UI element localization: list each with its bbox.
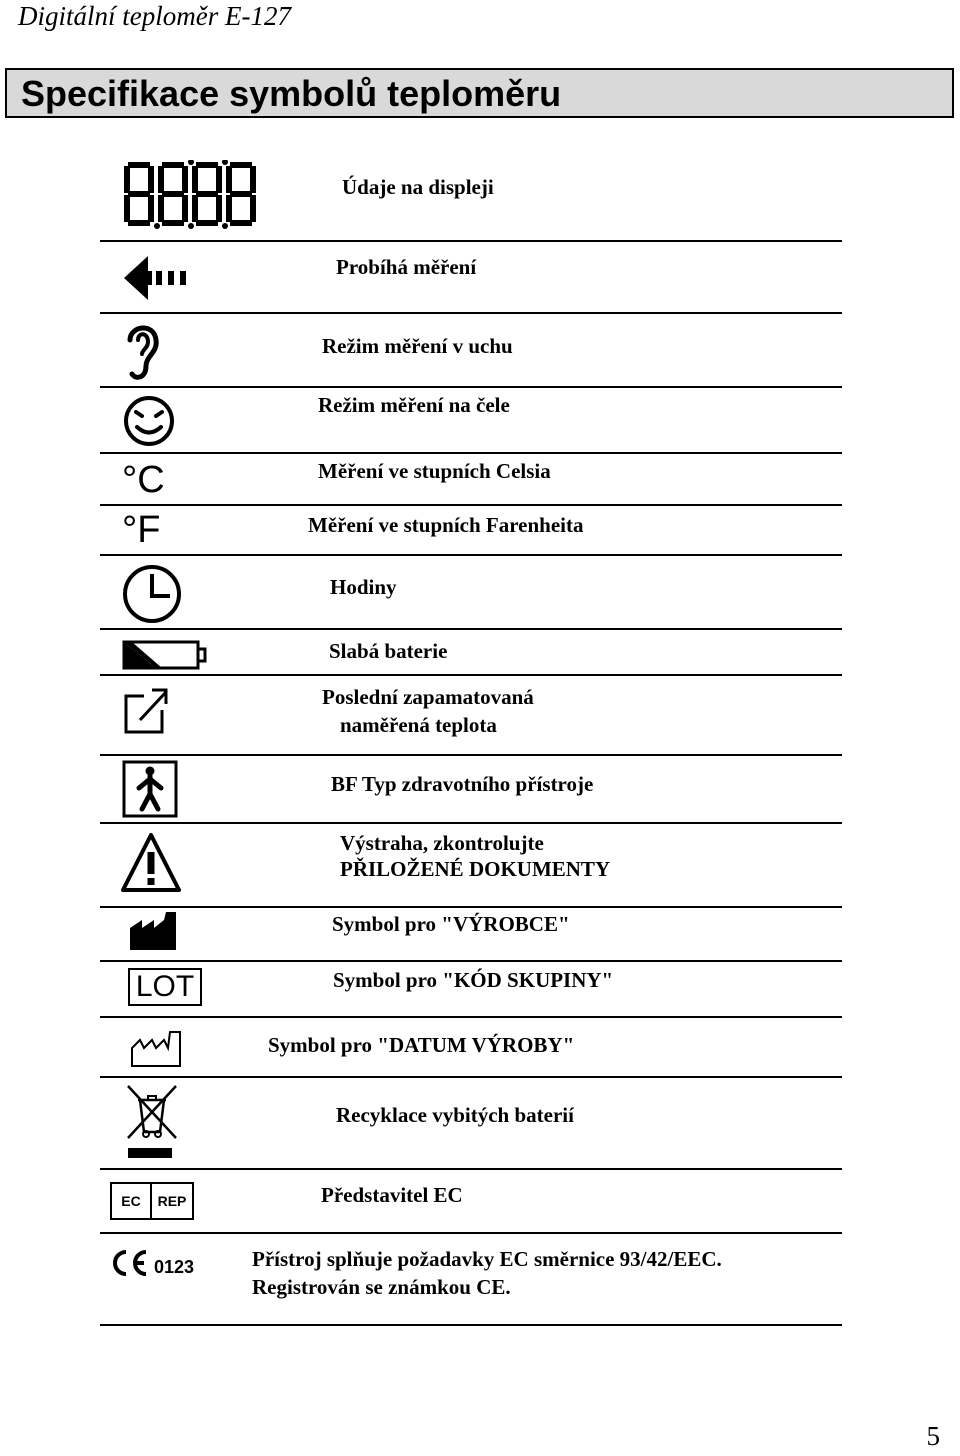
ec-rep-left: EC <box>112 1184 152 1218</box>
symbol-label: Představitel EC <box>321 1183 463 1207</box>
running-header: Digitální teploměr E-127 <box>18 1 291 31</box>
symbol-label-line2: PŘILOŽENÉ DOKUMENTY <box>340 857 611 881</box>
low-battery-icon <box>122 640 208 670</box>
symbol-row-bf <box>100 756 842 824</box>
symbol-row-ec-rep <box>100 1170 842 1234</box>
symbol-row-memory <box>100 676 842 756</box>
symbol-row-display <box>100 150 842 242</box>
symbol-row-ce <box>100 1234 842 1326</box>
symbol-row-clock <box>100 556 842 630</box>
bf-type-icon <box>122 760 178 818</box>
fahrenheit-icon: °F <box>122 509 161 551</box>
segment-display-icon <box>124 160 264 232</box>
symbol-row-forehead <box>100 388 842 454</box>
page-number: 5 <box>926 1421 940 1451</box>
symbol-label-line2: naměřená teplota <box>340 713 497 737</box>
ce-letters-icon <box>110 1248 150 1278</box>
symbol-row-warning <box>100 824 842 908</box>
symbol-label-line2: Registrován se známkou CE. <box>252 1275 511 1299</box>
symbol-row-manufacturer <box>100 908 842 962</box>
lot-icon: LOT <box>128 968 202 1006</box>
symbol-label: Probíhá měření <box>336 255 477 279</box>
ec-rep-icon <box>110 1182 194 1220</box>
smiley-face-icon <box>122 394 176 448</box>
symbol-label: Hodiny <box>330 575 397 599</box>
symbol-label: Slabá baterie <box>329 639 448 663</box>
symbol-label: Výstraha, zkontrolujte <box>340 831 544 855</box>
section-title: Specifikace symbolů teploměru <box>21 73 562 114</box>
ear-icon <box>122 320 162 384</box>
symbol-label: Přístroj splňuje požadavky EC směrnice 93/42/EEC. <box>252 1247 722 1271</box>
symbol-row-battery <box>100 630 842 676</box>
symbol-row-fahrenheit <box>100 506 842 556</box>
symbol-label: Recyklace vybitých baterií <box>336 1103 574 1127</box>
symbol-label: Měření ve stupních Celsia <box>318 459 551 483</box>
ce-notified-body-number: 0123 <box>154 1257 195 1277</box>
arrow-bars-icon <box>122 252 194 304</box>
ec-rep-right: REP <box>157 1193 187 1209</box>
symbol-row-lot <box>100 962 842 1018</box>
clock-icon <box>122 564 182 624</box>
row-divider <box>100 1324 842 1326</box>
symbol-label: Symbol pro "KÓD SKUPINY" <box>333 968 614 992</box>
warning-triangle-icon <box>120 832 182 894</box>
memory-icon <box>122 686 170 736</box>
symbol-row-recycling <box>100 1078 842 1170</box>
manufacturer-icon <box>128 910 178 952</box>
symbol-label: Měření ve stupních Farenheita <box>308 513 584 537</box>
section-title-box <box>5 68 954 118</box>
celsius-icon: °C <box>122 459 165 501</box>
symbol-row-celsius <box>100 454 842 506</box>
symbol-label: Režim měření na čele <box>318 393 510 417</box>
symbol-row-date <box>100 1018 842 1078</box>
manufacture-date-icon <box>130 1026 182 1068</box>
weee-bin-icon <box>124 1084 180 1160</box>
symbol-label: Režim měření v uchu <box>322 334 513 358</box>
symbol-label: Údaje na displeji <box>342 175 494 199</box>
symbol-label: Poslední zapamatovaná <box>322 685 534 709</box>
symbol-row-ear <box>100 314 842 388</box>
symbol-row-measuring <box>100 242 842 314</box>
ce-mark-icon <box>110 1248 200 1278</box>
symbol-label: Symbol pro "VÝROBCE" <box>332 912 570 936</box>
symbol-label: BF Typ zdravotního přístroje <box>331 772 594 796</box>
symbol-label: Symbol pro "DATUM VÝROBY" <box>268 1033 575 1057</box>
